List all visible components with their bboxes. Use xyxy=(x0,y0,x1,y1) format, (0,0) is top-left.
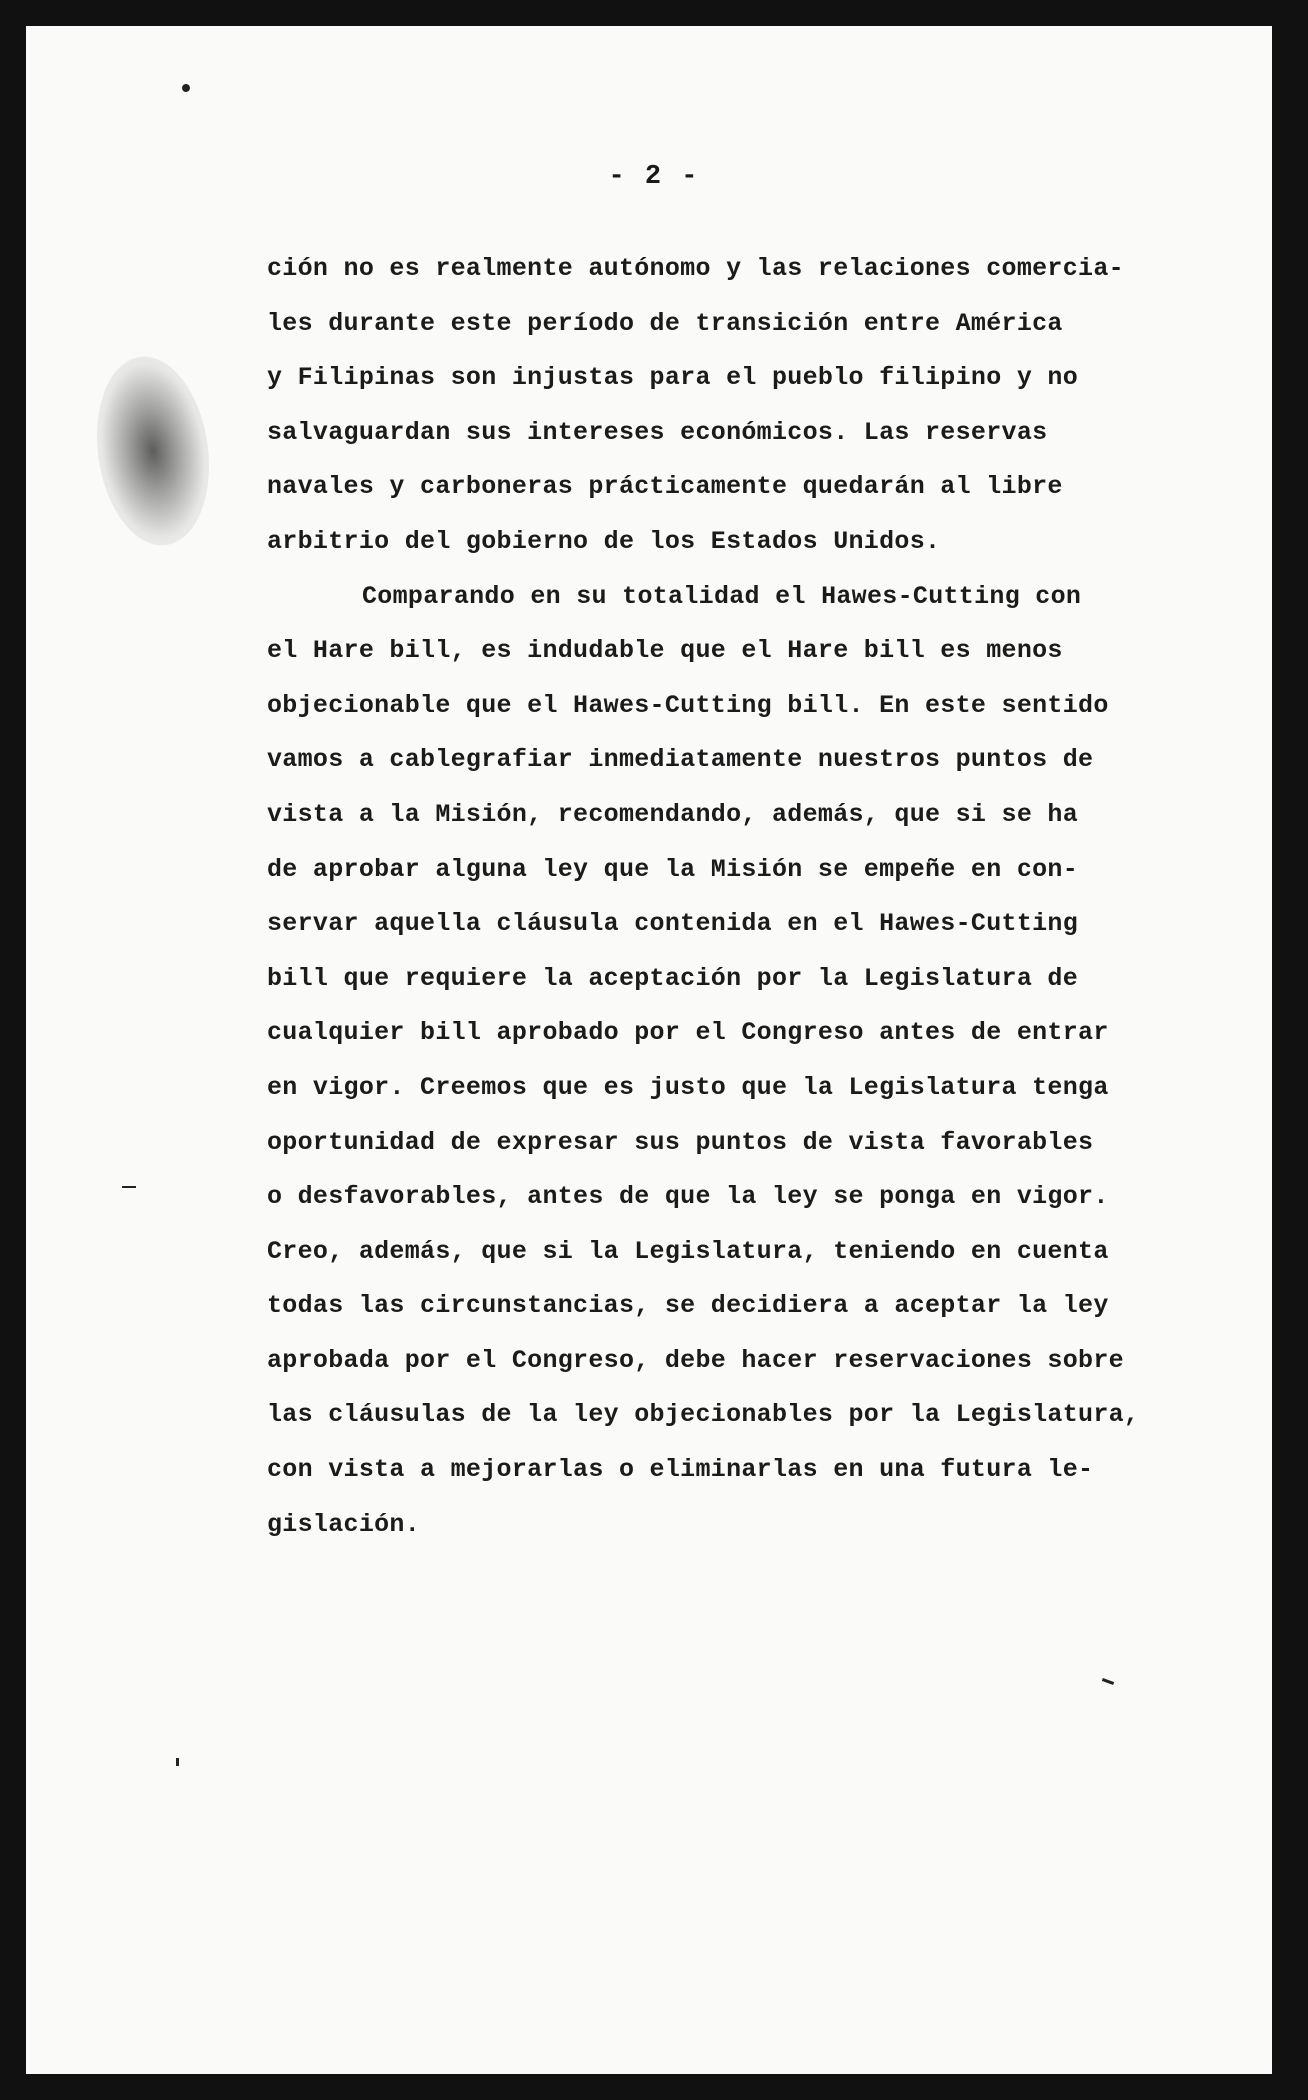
text-line: en vigor. Creemos que es justo que la Legislatura tenga xyxy=(267,1072,1109,1102)
text-line: bill que requiere la aceptación por la Legislatura de xyxy=(267,963,1079,993)
scan-speck xyxy=(176,1758,179,1766)
text-line: arbitrio del gobierno de los Estados Unidos. xyxy=(267,526,941,556)
text-line: o desfavorables, antes de que la ley se ponga en vigor. xyxy=(267,1182,1109,1212)
text-line: navales y carboneras prácticamente quedarán al libre xyxy=(267,472,1063,502)
text-line: cualquier bill aprobado por el Congreso antes de entrar xyxy=(267,1018,1109,1048)
body-text xyxy=(267,242,1167,1552)
scan-speck xyxy=(181,83,192,94)
text-line: y Filipinas son injustas para el pueblo filipino y no xyxy=(267,363,1079,393)
text-line: oportunidad de expresar sus puntos de vista favorables xyxy=(267,1127,1094,1157)
text-line: con vista a mejorarlas o eliminarlas en una futura le- xyxy=(267,1455,1094,1485)
text-line: las cláusulas de la ley objecionables por la Legislatura, xyxy=(267,1400,1140,1430)
text-line: servar aquella cláusula contenida en el Hawes-Cutting xyxy=(267,909,1079,939)
scan-speck xyxy=(1102,1678,1114,1685)
text-line: vamos a cablegrafiar inmediatamente nuestros puntos de xyxy=(267,745,1094,775)
paragraph-first-line: Comparando en su totalidad el Hawes-Cutting con xyxy=(362,581,1082,611)
text-line: gislación. xyxy=(267,1509,421,1539)
text-line: les durante este período de transición entre América xyxy=(267,308,1063,338)
text-line: ción no es realmente autónomo y las relaciones comercia- xyxy=(267,254,1124,283)
text-line: Creo, además, que si la Legislatura, teniendo en cuenta xyxy=(267,1236,1109,1266)
ink-smudge xyxy=(85,349,220,552)
text-line: de aprobar alguna ley que la Misión se empeñe en con- xyxy=(267,854,1079,884)
text-line: objecionable que el Hawes-Cutting bill. En este sentido xyxy=(267,690,1109,720)
scan-speck xyxy=(122,1186,136,1188)
text-line: vista a la Misión, recomendando, además, que si se ha xyxy=(267,799,1079,829)
text-line: el Hare bill, es indudable que el Hare bill es menos xyxy=(267,636,1063,666)
page-number: - 2 - xyxy=(608,162,700,192)
text-line: salvaguardan sus intereses económicos. Las reservas xyxy=(267,417,1048,447)
text-line: aprobada por el Congreso, debe hacer reservaciones sobre xyxy=(267,1345,1124,1375)
text-line: todas las circunstancias, se decidiera a aceptar la ley xyxy=(267,1291,1109,1321)
